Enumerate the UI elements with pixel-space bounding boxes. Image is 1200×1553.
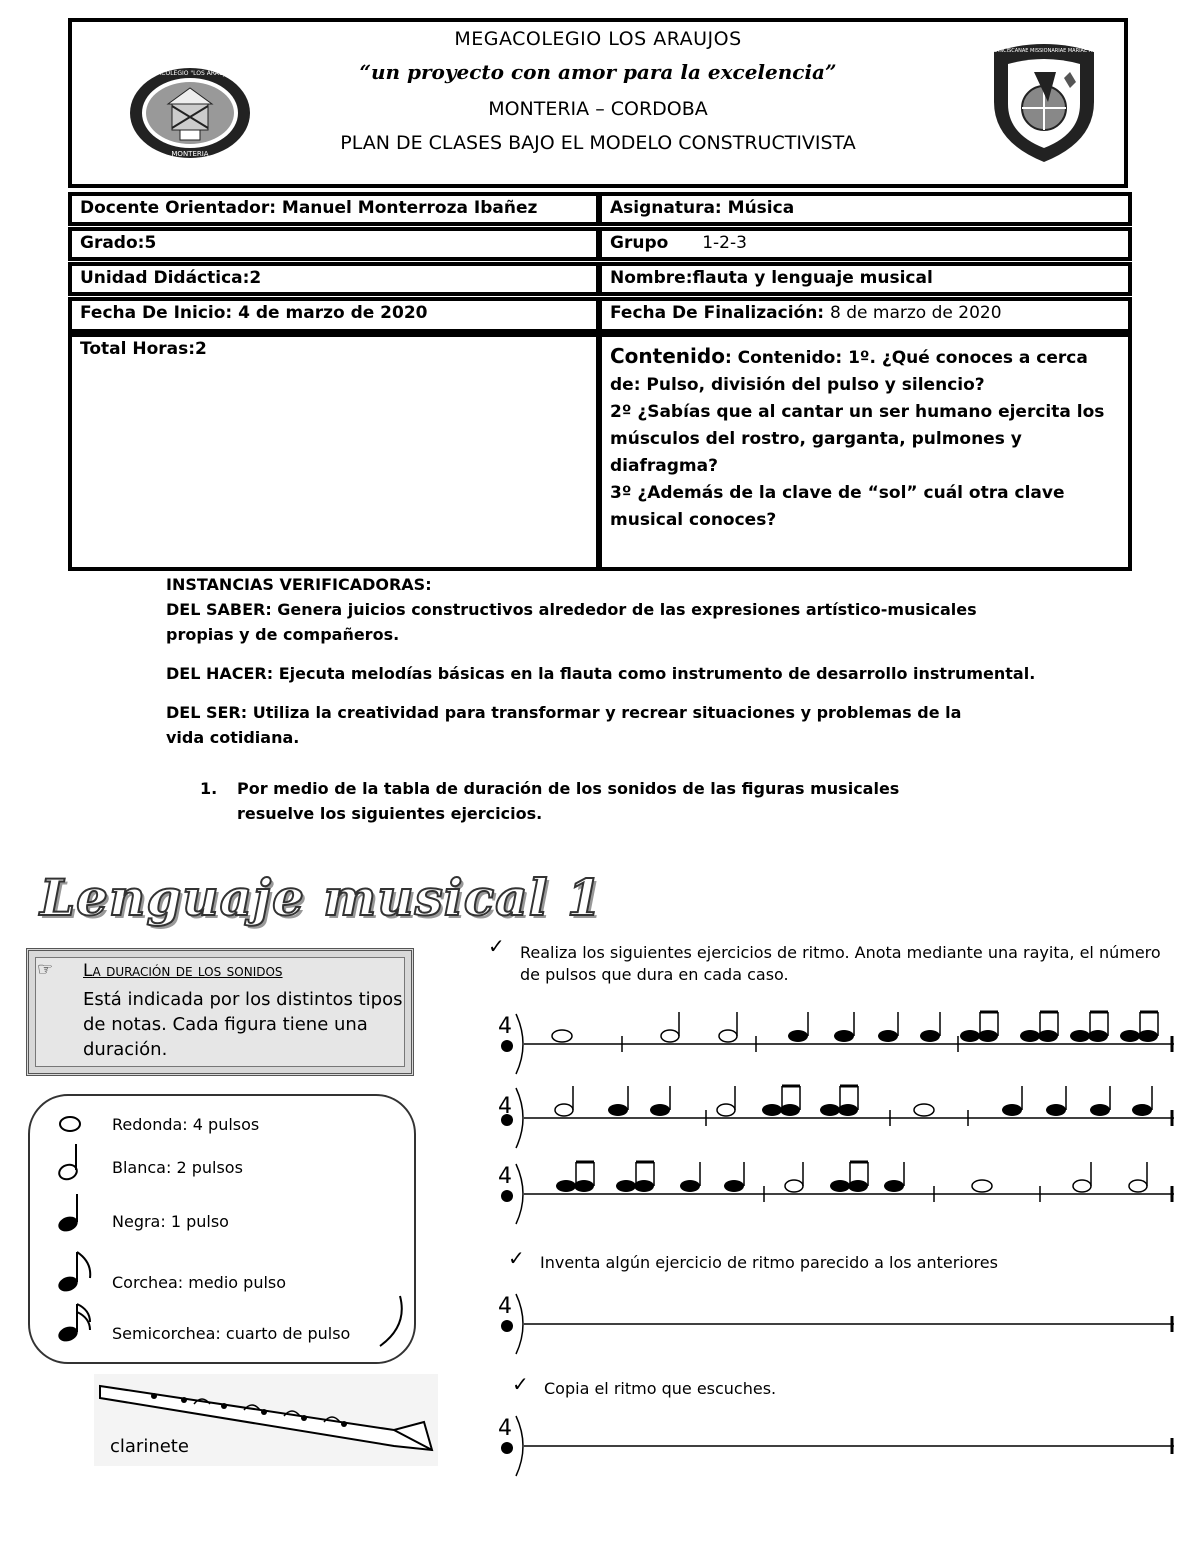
half-note (719, 1030, 737, 1042)
plan-title: PLAN DE CLASES BAJO EL MODELO CONSTRUCTIVISTA (340, 132, 856, 154)
rhythm-exercises (490, 1000, 1190, 1490)
time-signature-bracket (516, 1416, 523, 1476)
contenido-line-4: diafragma? (610, 456, 718, 476)
quarter-note (1002, 1104, 1022, 1116)
figure-label-negra: Negra: 1 pulso (112, 1212, 229, 1231)
grupo-value: 1-2-3 (702, 233, 747, 253)
instancia-saber: DEL SABER: Genera juicios constructivos alrededor de las expresiones artístico-musicales propias y de compañeros. (166, 600, 977, 644)
quarter-note (878, 1030, 898, 1042)
quarter-note (978, 1030, 998, 1042)
right-seal-text: SORORES FRANCISCANAE MISSIONARIAE MARIAE AUXILIATRICIS (963, 48, 1125, 54)
exercise-number: 1. (200, 779, 218, 798)
half-note (1073, 1180, 1091, 1192)
fecha-inicio-cell: Fecha De Inicio: 4 de marzo de 2020 (68, 297, 600, 333)
fecha-fin-label: Fecha De Finalización: (610, 303, 825, 323)
grupo-cell (598, 227, 1132, 261)
half-note (785, 1180, 803, 1192)
pointing-hand-icon: ☞ (37, 959, 54, 980)
asignatura-cell: Asignatura: Música (598, 192, 1132, 226)
time-signature-bracket (516, 1088, 523, 1148)
duration-body: Está indicada por los distintos tipos de notas. Cada figura tiene una duración. (83, 989, 403, 1060)
quarter-note (608, 1104, 628, 1116)
quarter-note (848, 1180, 868, 1192)
nombre-cell: Nombre:flauta y lenguaje musical (598, 262, 1132, 296)
quarter-note (780, 1104, 800, 1116)
exercise-item (200, 776, 1000, 826)
quarter-note (1120, 1030, 1140, 1042)
exercise-text: Por medio de la tabla de duración de los sonidos de las figuras musicales resuelve los siguientes ejercicios. (237, 779, 900, 823)
instancias-section (166, 572, 1066, 764)
quarter-note (820, 1104, 840, 1116)
clarinet-illustration (94, 1374, 438, 1466)
quarter-note (1070, 1030, 1090, 1042)
instancia-hacer: DEL HACER: Ejecuta melodías básicas en la flauta como instrumento de desarrollo instrumental. (166, 664, 1036, 683)
quarter-note (1090, 1104, 1110, 1116)
quarter-note (920, 1030, 940, 1042)
instancia-ser: DEL SER: Utiliza la creatividad para transformar y recrear situaciones y problemas de la vida cotidiana. (166, 703, 962, 747)
whole-note (552, 1030, 572, 1042)
quarter-note (884, 1180, 904, 1192)
time-signature-dot (501, 1320, 513, 1332)
clarinet-label: clarinete (110, 1436, 189, 1457)
quarter-note (650, 1104, 670, 1116)
half-note (1129, 1180, 1147, 1192)
quarter-note (1132, 1104, 1152, 1116)
info-row-5 (68, 333, 1132, 571)
instancias-title: INSTANCIAS VERIFICADORAS: (166, 575, 432, 594)
check-icon-2: ✓ (508, 1246, 525, 1270)
info-row-1 (68, 192, 1132, 226)
half-note (717, 1104, 735, 1116)
header-box (68, 18, 1128, 188)
time-signature-bracket (516, 1294, 523, 1354)
check-icon: ✓ (488, 934, 505, 958)
quarter-note (634, 1180, 654, 1192)
worksheet-title: Lenguaje musical 1 (40, 868, 603, 927)
contenido-cell (598, 333, 1132, 571)
time-signature-1: 4 (498, 1014, 512, 1039)
total-horas-cell: Total Horas:2 (68, 333, 600, 571)
quarter-note (960, 1030, 980, 1042)
school-name: MEGACOLEGIO LOS ARAUJOS (454, 28, 742, 50)
time-signature-dot (501, 1040, 513, 1052)
left-seal-bottom-text: MONTERIA (171, 150, 209, 158)
instruction-1: Realiza los siguientes ejercicios de ritmo. Anota mediante una rayita, el número de pulsos que dura en cada caso. (520, 943, 1161, 984)
quarter-note (1088, 1030, 1108, 1042)
quarter-note (788, 1030, 808, 1042)
congregation-seal-icon (963, 42, 1125, 164)
contenido-line-1: de: Pulso, división del pulso y silencio? (610, 375, 985, 395)
time-signature-5: 4 (498, 1416, 512, 1441)
duration-title: La duración de los sonidos (83, 961, 283, 981)
grado-cell: Grado:5 (68, 227, 600, 261)
figures-box (28, 1094, 416, 1364)
half-note (661, 1030, 679, 1042)
left-seal-top-text: MEGACOLEGIO "LOS ARAUJOS" (143, 70, 237, 77)
unidad-cell: Unidad Didáctica:2 (68, 262, 600, 296)
quarter-note (1038, 1030, 1058, 1042)
fecha-fin-value: 8 de marzo de 2020 (830, 303, 1002, 323)
info-row-4 (68, 297, 1132, 333)
contenido-label: Contenido (610, 344, 725, 368)
contenido-line-6: musical conoces? (610, 510, 777, 530)
figure-label-corchea: Corchea: medio pulso (112, 1273, 287, 1292)
time-signature-4: 4 (498, 1294, 512, 1319)
quarter-note (1138, 1030, 1158, 1042)
quarter-note (838, 1104, 858, 1116)
redonda-icon (60, 1117, 80, 1131)
time-signature-dot (501, 1442, 513, 1454)
quarter-note (830, 1180, 850, 1192)
instruction-2: Inventa algún ejercicio de ritmo parecido a los anteriores (540, 1253, 998, 1272)
grupo-label: Grupo (610, 233, 669, 253)
school-seal-icon (128, 66, 252, 160)
figure-label-semicorchea: Semicorchea: cuarto de pulso (112, 1324, 351, 1343)
quarter-note (762, 1104, 782, 1116)
check-icon-3: ✓ (512, 1372, 529, 1396)
quarter-note (1046, 1104, 1066, 1116)
quarter-note (680, 1180, 700, 1192)
school-city: MONTERIA – CORDOBA (488, 98, 708, 120)
time-signature-bracket (516, 1164, 523, 1224)
whole-note (914, 1104, 934, 1116)
docente-cell: Docente Orientador: Manuel Monterroza Ibañez (68, 192, 600, 226)
quarter-note (834, 1030, 854, 1042)
time-signature-dot (501, 1190, 513, 1202)
figure-label-redonda: Redonda: 4 pulsos (112, 1115, 260, 1134)
info-row-2 (68, 227, 1132, 261)
time-signature-2: 4 (498, 1094, 512, 1119)
school-motto: “un proyecto con amor para la excelencia” (359, 60, 837, 84)
quarter-note (616, 1180, 636, 1192)
contenido-line-2: 2º ¿Sabías que al cantar un ser humano ejercita los (610, 402, 1105, 422)
fecha-fin-cell (598, 297, 1132, 333)
quarter-note (1020, 1030, 1040, 1042)
duration-box (26, 948, 414, 1076)
figure-label-blanca: Blanca: 2 pulsos (112, 1158, 243, 1177)
contenido-line-3: músculos del rostro, garganta, pulmones y (610, 429, 1022, 449)
whole-note (972, 1180, 992, 1192)
quarter-note (556, 1180, 576, 1192)
half-note (555, 1104, 573, 1116)
time-signature-bracket (516, 1014, 523, 1074)
quarter-note (724, 1180, 744, 1192)
contenido-line-0: Contenido: Contenido: 1º. ¿Qué conoces a cerca (610, 344, 1088, 368)
contenido-line-5: 3º ¿Además de la clave de “sol” cuál otra clave (610, 483, 1065, 503)
time-signature-3: 4 (498, 1164, 512, 1189)
quarter-note (574, 1180, 594, 1192)
instruction-3: Copia el ritmo que escuches. (544, 1379, 777, 1398)
info-row-3 (68, 262, 1132, 296)
